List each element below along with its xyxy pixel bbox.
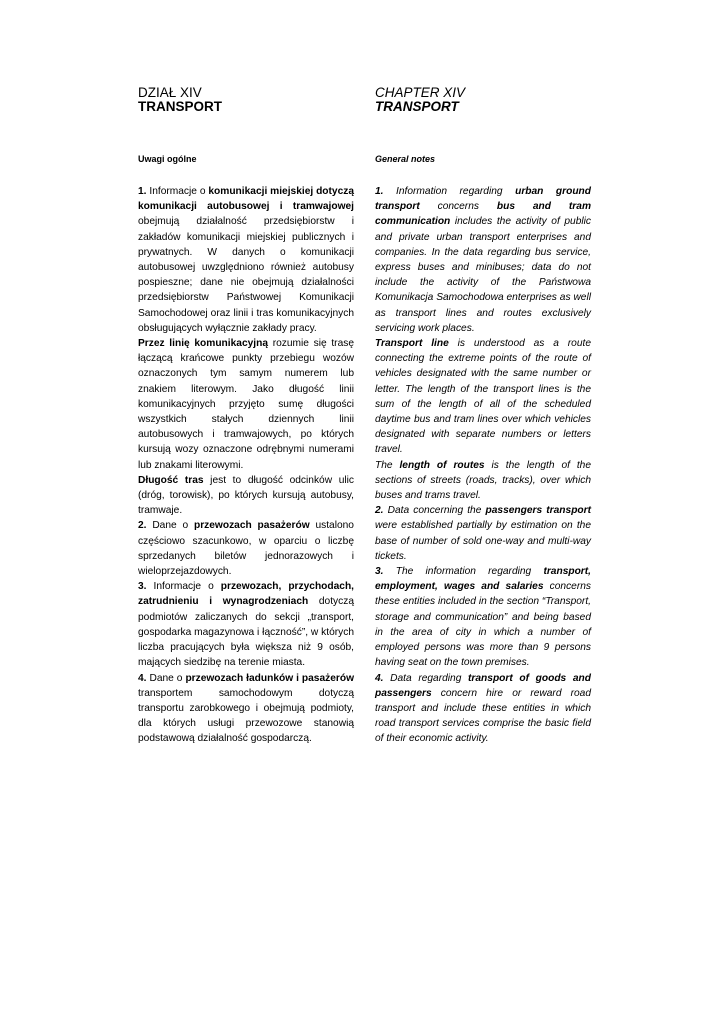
note-term: Transport line bbox=[375, 338, 449, 350]
note-text: transportem samochodowym dotyczą transportu zarobkowego i obejmują podmioty, dla których usługi przewozowe stanowią podstawową działalność gospodarczą. bbox=[138, 687, 354, 745]
note-text: Dane o bbox=[146, 672, 186, 684]
note-term: Długość tras bbox=[138, 474, 204, 486]
note-number: 4. bbox=[375, 672, 384, 684]
note-number: 1. bbox=[138, 186, 147, 197]
english-column bbox=[375, 86, 591, 747]
note-text: Informacje o bbox=[146, 186, 209, 197]
subheading-en: General notes bbox=[375, 154, 436, 164]
note-paragraph bbox=[138, 184, 354, 336]
polish-column bbox=[138, 86, 354, 747]
notes-body-en bbox=[375, 184, 591, 747]
note-paragraph bbox=[375, 184, 591, 336]
note-paragraph bbox=[375, 564, 591, 670]
note-term: transport, employment, wages and salaries bbox=[375, 566, 591, 593]
note-text: concerns these entities included in the section “Transport, storage and communication” and being based in the area of city in which a number of employed persons was more than 9 persons having seat on the town premises. bbox=[375, 581, 591, 669]
note-text: were established partially by estimation on the base of number of sold one-way and multi-way tickets. bbox=[375, 520, 591, 562]
note-text: obejmują działalność przedsiębiorstw i zakładów komunikacji miejskiej publicznych i prywatnych. W danych o komunikacji autobusowej uwzględniono również autobusy pospieszne; dane nie obejmują działalności przedsiębiorstw Państwowej Komunikacji Samochodowej oraz linii i tras komunikacyjnych obsługujących wyłącznie zakłady pracy. bbox=[138, 216, 354, 334]
note-paragraph bbox=[375, 458, 591, 504]
note-text: concern hire or reward road transport and include these entities in which road transport services comprise the basic field of their economic activity. bbox=[375, 687, 591, 745]
note-text: Informacje o bbox=[146, 581, 221, 593]
note-paragraph bbox=[138, 336, 354, 473]
note-text: includes the activity of public and private urban transport enterprises and companies. In the data regarding bus service, express buses and minibuses; data do not include the activity of the Państwowa Komunikacja Samochodowa enterprises as well as transport lines and routes exclusively servicing work places. bbox=[375, 216, 591, 334]
note-paragraph bbox=[138, 473, 354, 519]
note-number: 1. bbox=[375, 186, 384, 197]
note-text: is understood as a route connecting the extreme points of the route of vehicles designated with the same number or letter. The length of the transport lines is the sum of the length of all of the scheduled daytime bus and tram lines over which vehicles designated with separate numbers or letters travel. bbox=[375, 338, 591, 456]
chapter-title-en: TRANSPORT bbox=[375, 99, 459, 114]
note-term: transport of goods and passengers bbox=[375, 672, 591, 699]
note-number: 3. bbox=[375, 566, 384, 578]
note-term: bus and tram communication bbox=[375, 201, 591, 228]
note-text: dotyczą podmiotów zaliczanych do sekcji „transport, gospodarka magazynowa i łączność”, w których liczba pracujących była większa niż 9 osób, mających siedzibę na terenie miasta. bbox=[138, 596, 354, 669]
note-term: przewozach, przychodach, zatrudnieniu i wynagrodzeniach bbox=[138, 581, 354, 608]
note-text: concerns bbox=[419, 201, 497, 213]
note-term: Przez linię komunikacyjną bbox=[138, 338, 268, 350]
note-term: urban ground transport bbox=[375, 186, 591, 213]
chapter-label-en: CHAPTER XIV bbox=[375, 85, 466, 100]
note-text: The information regarding bbox=[383, 566, 544, 578]
note-paragraph bbox=[138, 671, 354, 747]
note-number: 2. bbox=[138, 520, 147, 532]
note-text: jest to długość odcinków ulic (dróg, torowisk), po których kursują autobusy, tramwaje. bbox=[138, 474, 354, 517]
note-term: komunikacji miejskiej dotyczą komunikacji autobusowej i tramwajowej bbox=[138, 186, 355, 213]
note-text: Data regarding bbox=[383, 672, 469, 684]
subheading-pl: Uwagi ogólne bbox=[138, 154, 197, 164]
note-number: 2. bbox=[375, 505, 384, 517]
note-text: Information regarding bbox=[383, 186, 516, 197]
chapter-title-pl: TRANSPORT bbox=[138, 99, 222, 114]
note-term: przewozach ładunków i pasażerów bbox=[185, 672, 354, 684]
note-number: 3. bbox=[138, 581, 147, 593]
note-text: Data concerning the bbox=[383, 505, 486, 517]
note-number: 4. bbox=[138, 672, 147, 684]
note-paragraph bbox=[375, 671, 591, 747]
note-term: length of routes bbox=[399, 459, 485, 471]
note-paragraph bbox=[138, 579, 354, 670]
note-term: przewozach pasażerów bbox=[193, 520, 310, 532]
note-text: is the length of the sections of streets (roads, tracks), over which buses and trams travel. bbox=[375, 459, 592, 502]
note-paragraph bbox=[138, 518, 354, 579]
note-paragraph bbox=[375, 336, 591, 458]
note-text: rozumie się trasę łączącą krańcowe punkty przebiegu wozów oznaczonych tym samym numerem lub znakiem literowym. Jako długość linii komunikacyjnych przyjęto sumę długości wszystkich stałych dziennych linii autobusowych i tramwajowych, po których kursują wozy oznaczone odrębnymi numerami lub znakami literowymi. bbox=[138, 338, 354, 471]
note-text: The bbox=[375, 459, 400, 471]
chapter-label-pl: DZIAŁ XIV bbox=[138, 85, 202, 100]
notes-body-pl bbox=[138, 184, 354, 747]
note-text: ustalono częściowo szacunkowo, w oparciu o liczbę sprzedanych biletów jednorazowych i wieloprzejazdowych. bbox=[138, 520, 354, 578]
note-text: Dane o bbox=[146, 520, 194, 532]
note-term: passengers transport bbox=[485, 505, 591, 517]
note-paragraph bbox=[375, 503, 591, 564]
